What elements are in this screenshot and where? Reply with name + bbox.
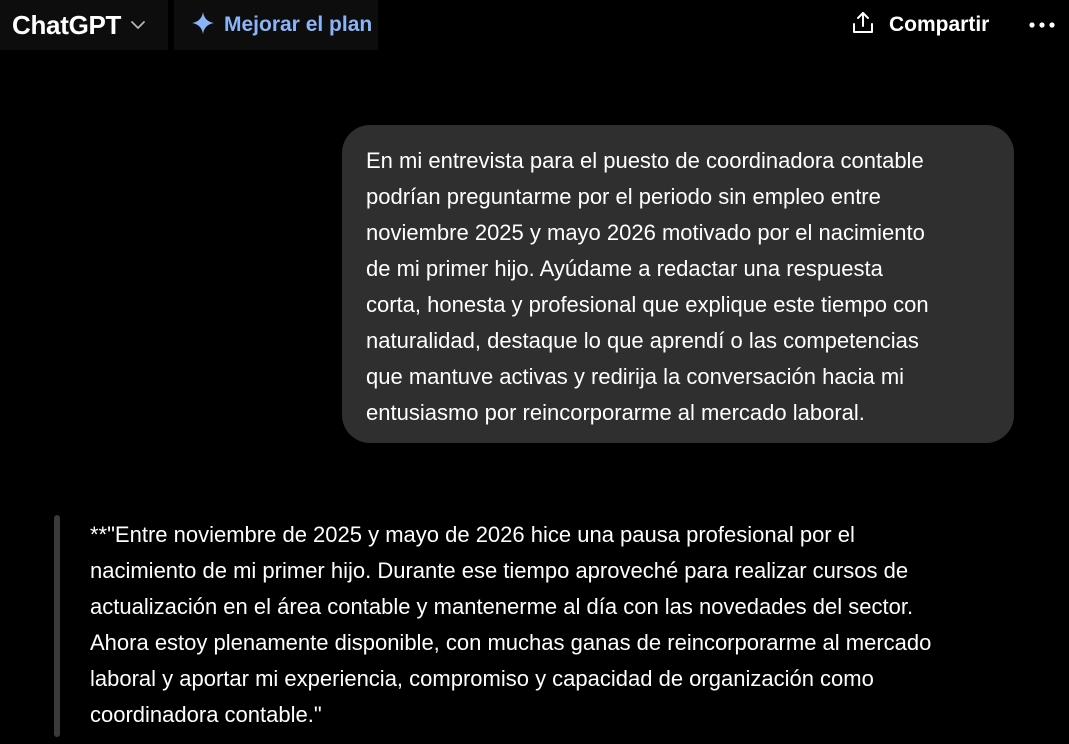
upgrade-plan-button[interactable] [174, 0, 378, 50]
more-options-button[interactable] [1024, 8, 1060, 42]
assistant-message-text: **"Entre noviembre de 2025 y mayo de 2026 hice una pausa profesional por el nacimiento de mi primer hijo. Durante ese tiempo aproveché para realizar cursos de actualización en el área contable y mantenerme al día con las novedades del sector. Ahora estoy plenamente disponible, con muchas ganas de reincorporarme al mercado laboral y aportar mi experiencia, compromiso y capacidad de organización como coordinadora contable." [90, 522, 932, 727]
share-button[interactable] [850, 0, 989, 50]
more-horizontal-icon [1028, 16, 1056, 34]
sparkle-icon [191, 11, 215, 40]
model-selector-button[interactable] [0, 0, 168, 50]
blockquote-bar [54, 515, 60, 737]
share-icon [850, 10, 876, 41]
share-label: Compartir [889, 13, 990, 36]
user-message-bubble [342, 125, 1014, 443]
user-message-text: En mi entrevista para el puesto de coordinadora contable podrían preguntarme por el periodo sin empleo entre noviembre 2025 y mayo 2026 motivado por el nacimiento de mi primer hijo. Ayúdame a redactar una respuesta corta, honesta y profesional que explique este tiempo con naturalidad, destaque lo que aprendí o las competencias que mantuve activas y redirija la conversación hacia mi entusiasmo por reincorporarme al mercado laboral. [366, 148, 929, 425]
model-name: ChatGPT [12, 9, 122, 40]
top-bar [0, 0, 1069, 50]
upgrade-plan-label: Mejorar el plan [224, 13, 373, 36]
chevron-down-icon [130, 17, 146, 35]
